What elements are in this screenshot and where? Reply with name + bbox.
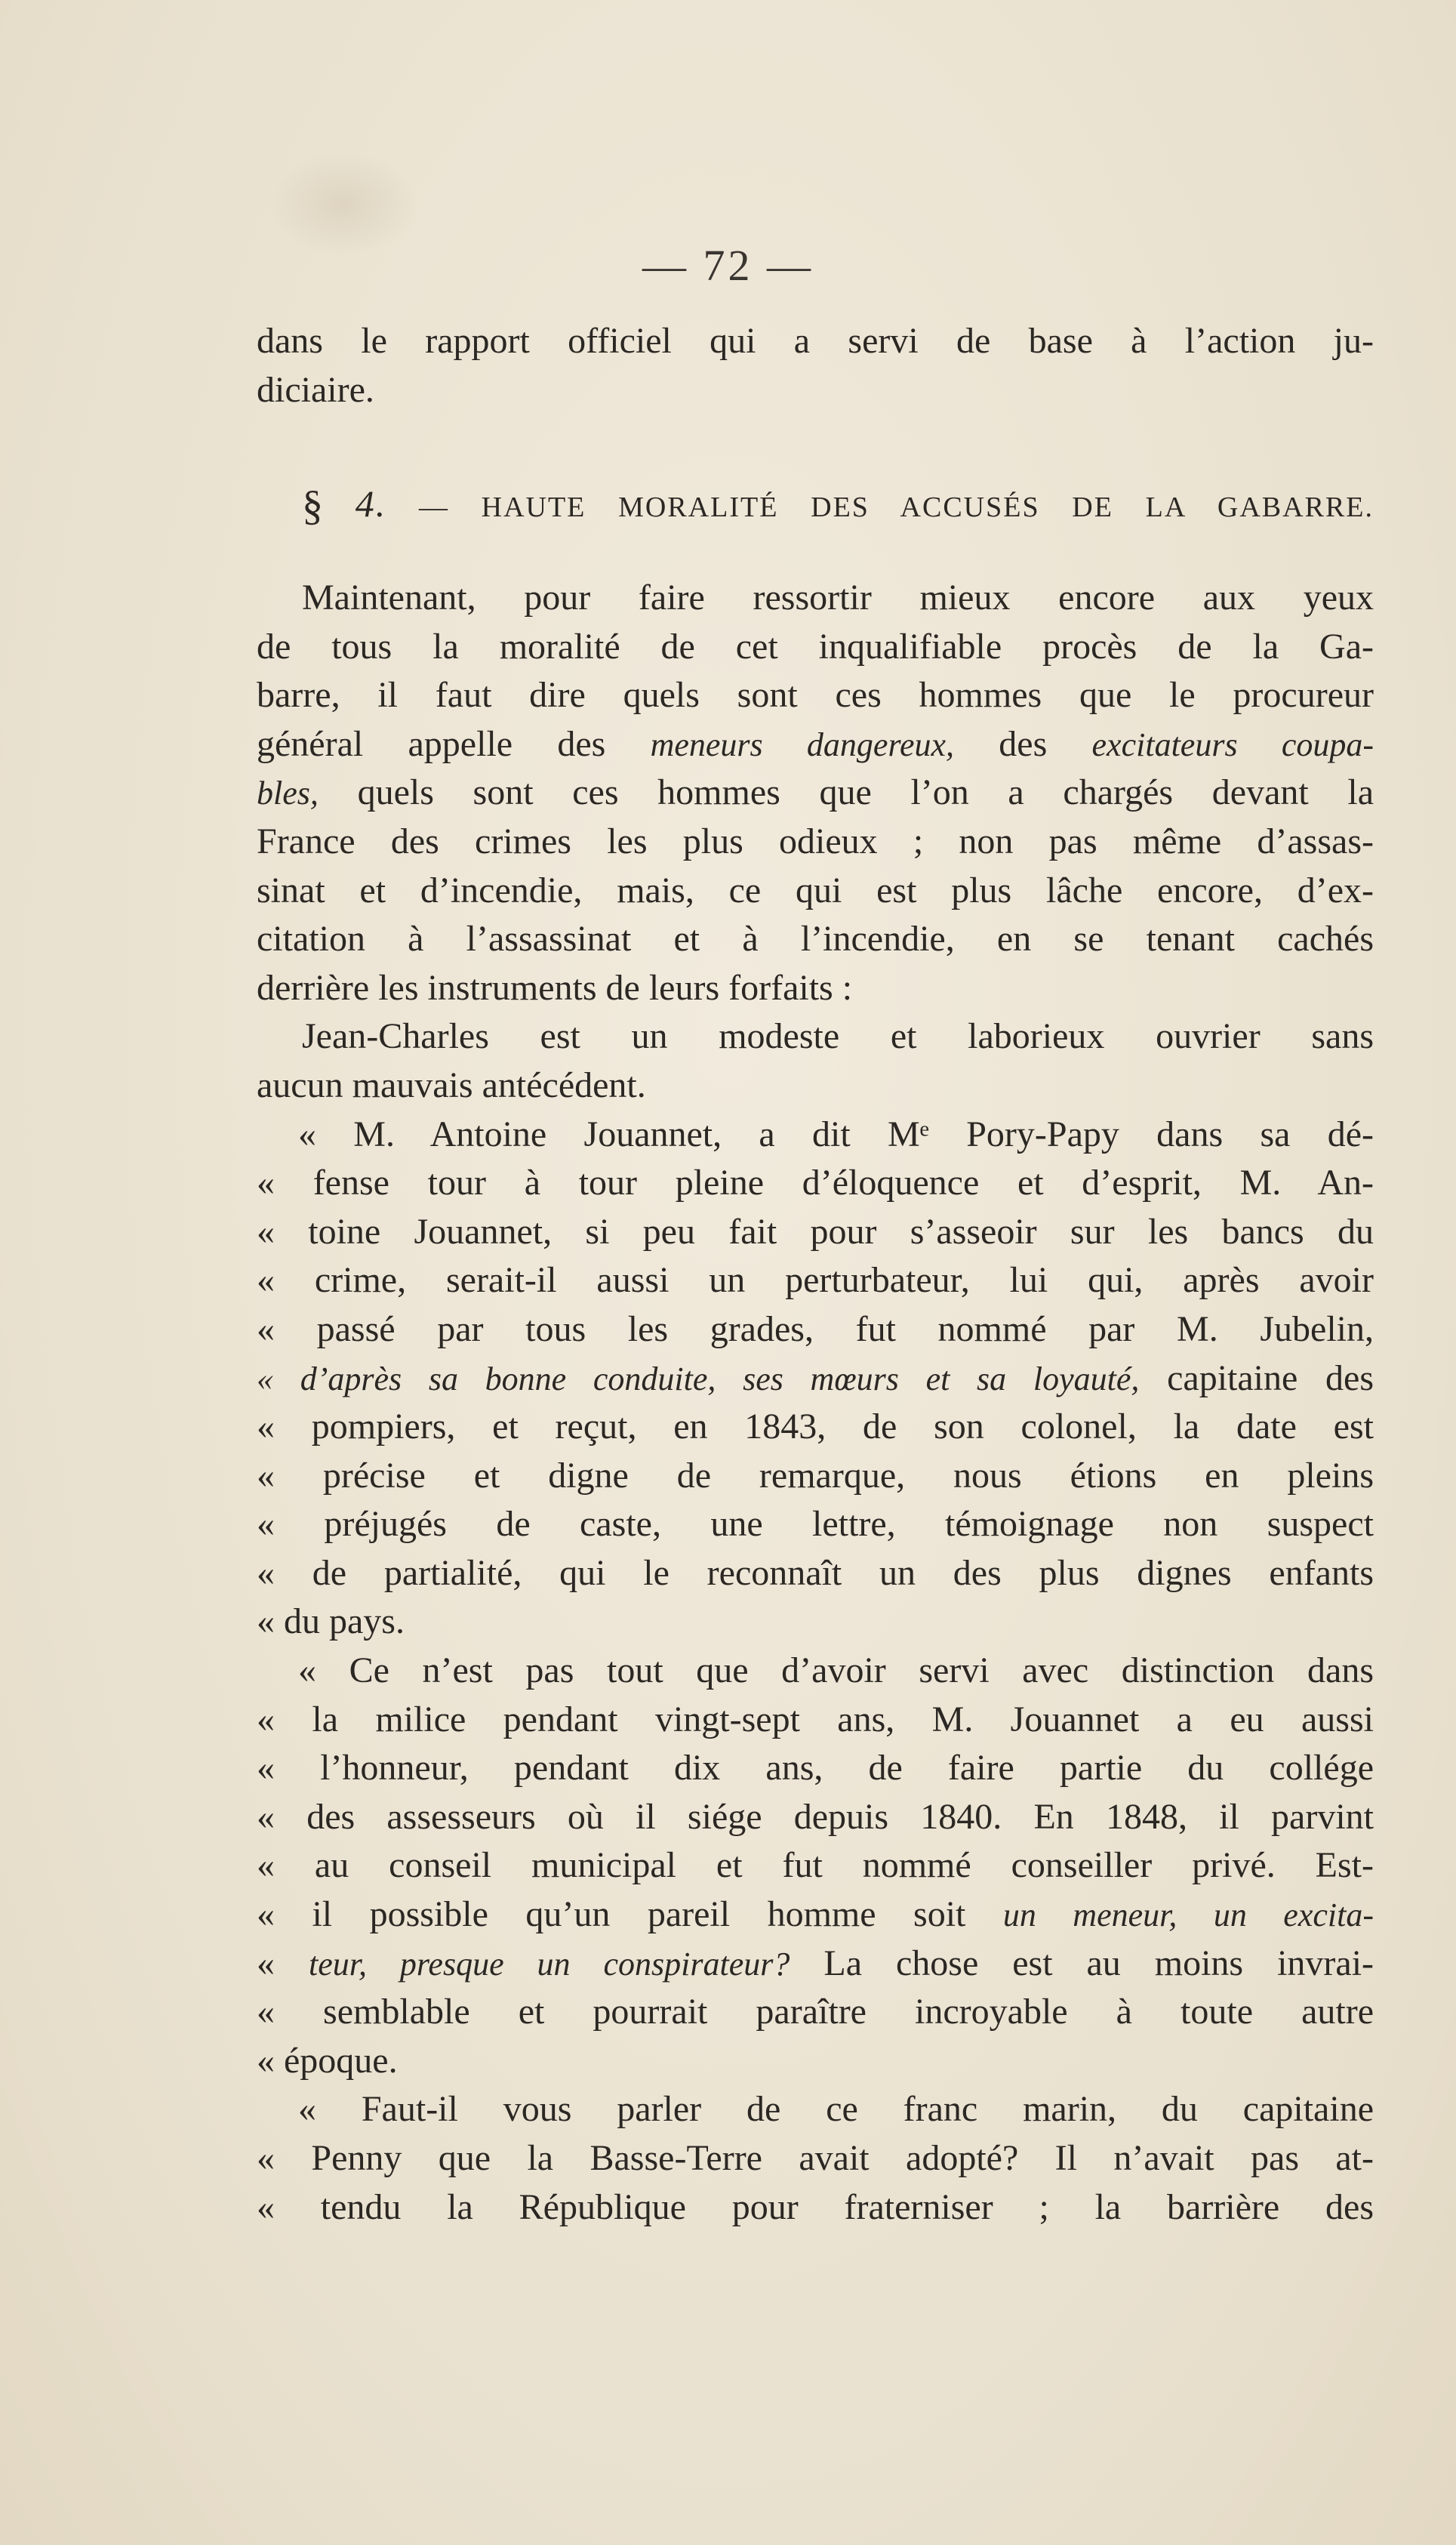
quote-line xyxy=(257,1890,1374,1940)
text-line: sinat et d’incendie, mais, ce qui est plus lâche encore, d’ex- xyxy=(257,870,1374,910)
section-heading xyxy=(302,477,1374,530)
text-segment: « il possible qu’un pareil homme soit xyxy=(257,1894,966,1935)
page-number: — 72 — xyxy=(642,241,814,290)
quote-line: « semblable et pourrait paraître incroyable à toute autre xyxy=(257,1992,1374,2032)
italic-phrase: un meneur, un excita- xyxy=(1002,1896,1374,1934)
text-segment: La chose est au moins invrai- xyxy=(823,1943,1374,1983)
quote-line: « la milice pendant vingt-sept ans, M. Jouannet a eu aussi xyxy=(257,1699,1374,1739)
text-segment: général appelle des xyxy=(257,723,606,764)
text-segment: des xyxy=(999,723,1048,764)
text-line: diciaire. xyxy=(257,369,374,410)
quote-line: « de partialité, qui le reconnaît un des plus dignes enfants xyxy=(257,1552,1374,1593)
text-segment: « xyxy=(257,1943,275,1983)
quote-line xyxy=(257,1354,1374,1403)
text-line: barre, il faut dire quels sont ces hommes que le procureur xyxy=(257,675,1374,716)
section-number: 4. xyxy=(355,482,387,525)
quote-line: « au conseil municipal et fut nommé conseiller privé. Est- xyxy=(257,1845,1374,1886)
italic-phrase: « d’après sa bonne conduite, ses mœurs et sa loyauté, xyxy=(257,1360,1140,1397)
continuation-text xyxy=(257,317,1374,414)
quote-line: « Faut-il vous parler de ce franc marin, du capitaine xyxy=(298,2089,1374,2130)
quote-line: « du pays. xyxy=(257,1601,405,1642)
text-line: France des crimes les plus odieux ; non pas même d’assas- xyxy=(257,821,1374,861)
quote-line: « toine Jouannet, si peu fait pour s’asseoir sur les bancs du xyxy=(257,1211,1374,1252)
quote-line: « M. Antoine Jouannet, a dit Mᵉ Pory-Papy dans sa dé- xyxy=(298,1114,1374,1154)
text-line: citation à l’assassinat et à l’incendie, en se tenant cachés xyxy=(257,919,1374,960)
quote-line: « Penny que la Basse-Terre avait adopté? Il n’avait pas at- xyxy=(257,2138,1374,2178)
italic-phrase: meneurs dangereux, xyxy=(650,726,955,763)
italic-phrase: teur, presque un conspirateur? xyxy=(308,1945,790,1983)
quote-line: « fense tour à tour pleine d’éloquence et d’esprit, M. An- xyxy=(257,1163,1374,1203)
quote-line: « époque. xyxy=(257,2040,398,2081)
text-line xyxy=(257,720,1374,769)
text-line: derrière les instruments de leurs forfaits : xyxy=(257,967,853,1008)
text-line: aucun mauvais antécédent. xyxy=(257,1065,646,1105)
section-symbol: § xyxy=(302,482,323,529)
quote-line: « pompiers, et reçut, en 1843, de son colonel, la date est xyxy=(257,1407,1374,1447)
quote-line: « l’honneur, pendant dix ans, de faire partie du collége xyxy=(257,1748,1374,1789)
quote-line xyxy=(257,1940,1374,1989)
text-line: Jean-Charles est un modeste et laborieux ouvrier sans xyxy=(302,1016,1374,1057)
italic-phrase: excitateurs coupa- xyxy=(1091,726,1374,763)
quote-line: « crime, serait-il aussi un perturbateur, lui qui, après avoir xyxy=(257,1260,1374,1301)
quote-line: « préjugés de caste, une lettre, témoignage non suspect xyxy=(257,1504,1374,1545)
quote-line: « tendu la République pour fraterniser ; la barrière des xyxy=(257,2186,1374,2227)
text-line xyxy=(257,769,1374,818)
quote-line: « Ce n’est pas tout que d’avoir servi avec distinction dans xyxy=(298,1650,1374,1691)
text-segment: quels sont ces hommes que l’on a chargés devant la xyxy=(357,772,1374,813)
text-line: de tous la moralité de cet inqualifiable procès de la Ga- xyxy=(257,626,1374,667)
italic-phrase: bles, xyxy=(257,775,319,812)
text-line: dans le rapport officiel qui a servi de base à l’action ju- xyxy=(257,321,1374,361)
text-line: Maintenant, pour faire ressortir mieux encore aux yeux xyxy=(302,578,1374,618)
text-segment: capitaine des xyxy=(1167,1357,1374,1398)
quote-line: « des assesseurs où il siége depuis 1840. En 1848, il parvint xyxy=(257,1796,1374,1837)
quote-line: « passé par tous les grades, fut nommé par M. Jubelin, xyxy=(257,1308,1374,1349)
main-paragraph xyxy=(257,574,1374,2232)
section-title: — HAUTE MORALITÉ DES ACCUSÉS DE LA GABARRE. xyxy=(418,491,1374,523)
quote-line: « précise et digne de remarque, nous étions en pleins xyxy=(257,1455,1374,1496)
